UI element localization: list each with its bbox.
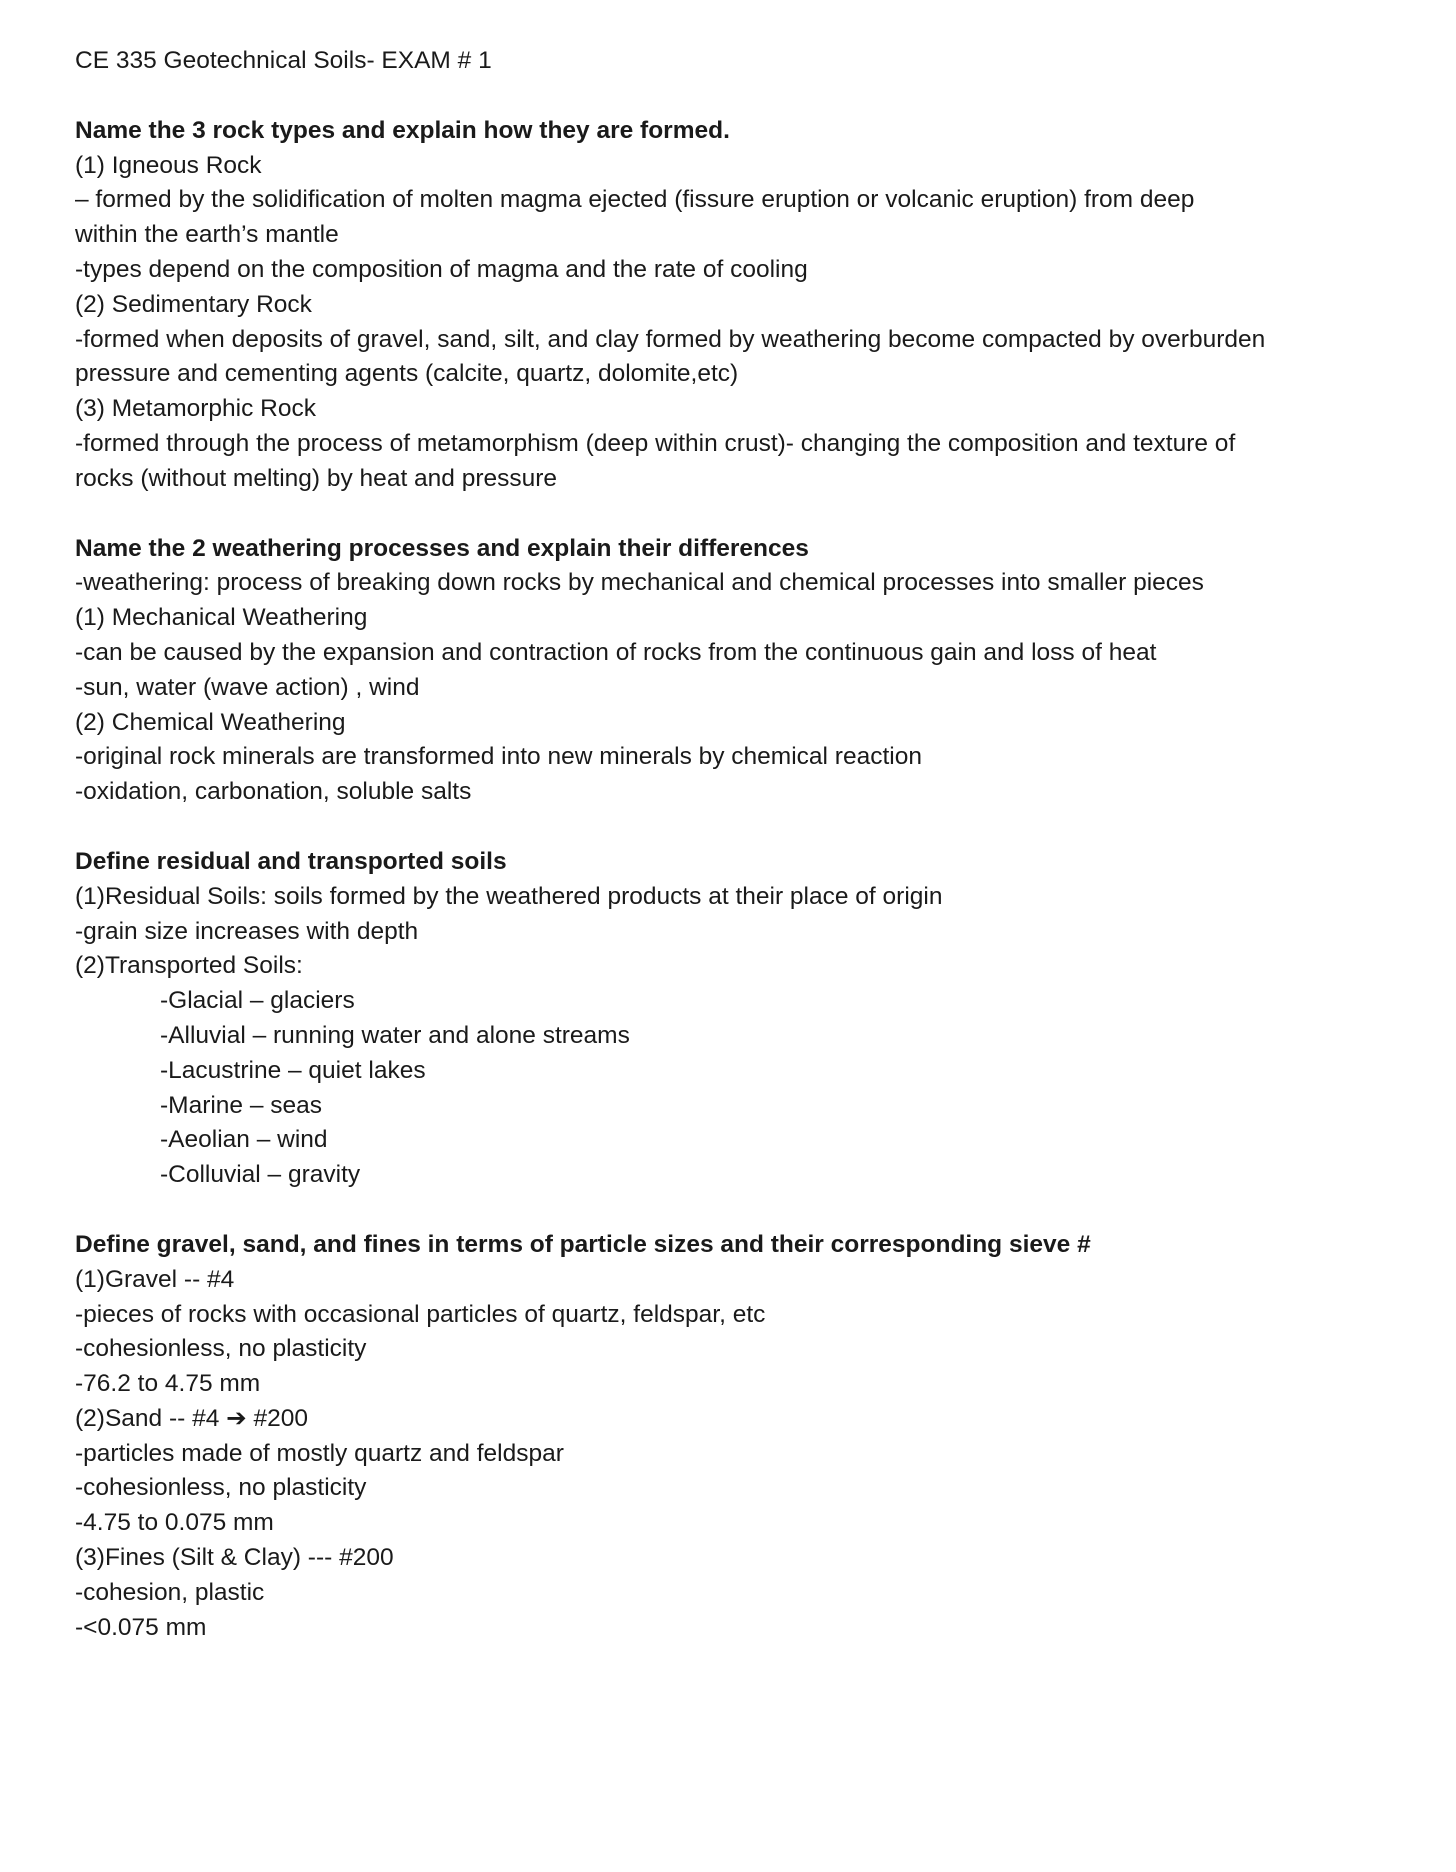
indented-list-item: -Marine – seas [160, 1091, 323, 1119]
text-line: (1)Gravel -- #4 [75, 1265, 235, 1293]
text-line: (3) Metamorphic Rock [75, 395, 316, 423]
text-line: -76.2 to 4.75 mm [75, 1370, 261, 1398]
text-line: within the earth’s mantle [75, 221, 339, 249]
text-line: -original rock minerals are transformed into new minerals by chemical reaction [75, 743, 922, 771]
section-heading-particle-sizes: Define gravel, sand, and fines in terms of particle sizes and their corresponding sieve # [75, 1230, 1091, 1258]
text-line: -<0.075 mm [75, 1613, 207, 1641]
text-line: rocks (without melting) by heat and pressure [75, 464, 558, 492]
text-line: (1) Igneous Rock [75, 151, 262, 179]
indented-list-item: -Aeolian – wind [160, 1126, 328, 1154]
text-line: -4.75 to 0.075 mm [75, 1509, 274, 1537]
indented-list-item: -Glacial – glaciers [160, 987, 355, 1015]
text-line: -pieces of rocks with occasional particles of quartz, feldspar, etc [75, 1300, 766, 1328]
text-line: -cohesionless, no plasticity [75, 1474, 367, 1502]
section-heading-soils: Define residual and transported soils [75, 847, 507, 875]
section-heading-rock-types: Name the 3 rock types and explain how they are formed. [75, 116, 730, 144]
indented-list-item: -Alluvial – running water and alone streams [160, 1021, 630, 1049]
text-line: -cohesion, plastic [75, 1578, 265, 1606]
text-line: -can be caused by the expansion and contraction of rocks from the continuous gain and loss of heat [75, 638, 1157, 666]
text-line: -oxidation, carbonation, soluble salts [75, 778, 472, 806]
spacer [75, 810, 1375, 845]
text-line: (2)Transported Soils: [75, 952, 303, 980]
spacer [75, 79, 1375, 114]
text-line: (2)Sand -- #4 ➔ #200 [75, 1404, 308, 1432]
spacer [75, 497, 1375, 532]
text-line: (2) Chemical Weathering [75, 708, 346, 736]
document-title: CE 335 Geotechnical Soils- EXAM # 1 [75, 47, 492, 74]
text-line: (2) Sedimentary Rock [75, 290, 312, 318]
text-line: -grain size increases with depth [75, 917, 419, 945]
text-line: -types depend on the composition of magma and the rate of cooling [75, 255, 808, 283]
text-line: -formed through the process of metamorphism (deep within crust)- changing the composition and texture of [75, 429, 1236, 457]
text-line: (1)Residual Soils: soils formed by the weathered products at their place of origin [75, 882, 943, 910]
exam-document [75, 44, 1375, 1645]
spacer [75, 1193, 1375, 1228]
text-line: -formed when deposits of gravel, sand, silt, and clay formed by weathering become compacted by overburden [75, 325, 1266, 353]
indented-list-item: -Lacustrine – quiet lakes [160, 1056, 426, 1084]
text-line: -weathering: process of breaking down rocks by mechanical and chemical processes into smaller pieces [75, 569, 1204, 597]
indented-list-item: -Colluvial – gravity [160, 1161, 361, 1189]
text-line: (1) Mechanical Weathering [75, 604, 368, 632]
text-line: pressure and cementing agents (calcite, quartz, dolomite,etc) [75, 360, 739, 388]
text-line: -sun, water (wave action) , wind [75, 673, 420, 701]
text-line: (3)Fines (Silt & Clay) --- #200 [75, 1544, 394, 1572]
text-line: – formed by the solidification of molten magma ejected (fissure eruption or volcanic eruption) from deep [75, 186, 1195, 214]
text-line: -cohesionless, no plasticity [75, 1335, 367, 1363]
section-heading-weathering: Name the 2 weathering processes and explain their differences [75, 534, 809, 562]
text-line: -particles made of mostly quartz and feldspar [75, 1439, 564, 1467]
